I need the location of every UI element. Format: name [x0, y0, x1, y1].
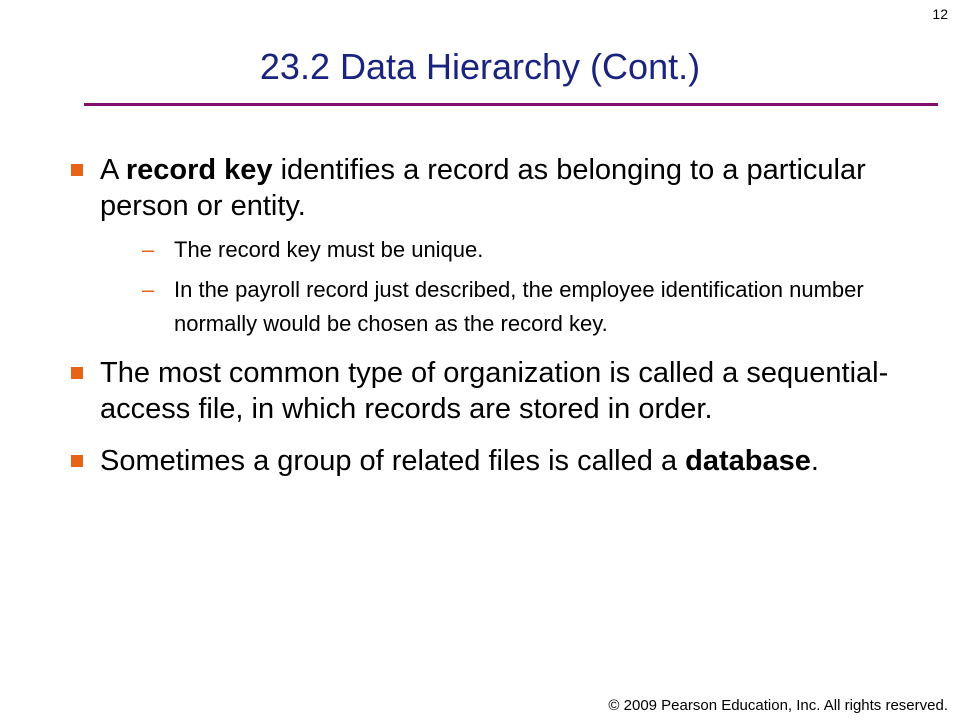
bullet-text-pre: Sometimes a group of related files is called a [100, 445, 686, 477]
square-bullet-icon [71, 455, 83, 467]
bullet-item [60, 152, 910, 224]
bullet-text-bold: database [685, 445, 811, 477]
square-bullet-icon [71, 367, 83, 379]
slide-body [60, 152, 910, 479]
bullet-item [60, 443, 910, 479]
sub-bullet-item [60, 273, 910, 341]
bullet-text: The most common type of organization is called a sequential-access file, in which records are stored in order. [100, 357, 889, 425]
sub-bullet-item [60, 233, 910, 267]
title-divider [84, 103, 938, 106]
sub-bullet-text: The record key must be unique. [174, 237, 484, 262]
copyright-footer: © 2009 Pearson Education, Inc. All rights reserved. [608, 697, 948, 714]
bullet-text-pre: A [100, 154, 126, 186]
bullet-text-post: . [810, 445, 819, 477]
square-bullet-icon [71, 164, 83, 176]
bullet-text-bold: record key [125, 154, 273, 186]
dash-bullet-icon: – [142, 277, 155, 302]
sub-bullet-text: In the payroll record just described, the employee identification number normally would be chosen as the record key. [174, 277, 864, 336]
bullet-item [60, 355, 910, 427]
slide-number: 12 [932, 6, 948, 22]
slide-title: 23.2 Data Hierarchy (Cont.) [259, 46, 701, 87]
bullet-text-post: identifies a record as belonging to a particular person or entity. [100, 154, 866, 222]
dash-bullet-icon: – [142, 237, 155, 262]
